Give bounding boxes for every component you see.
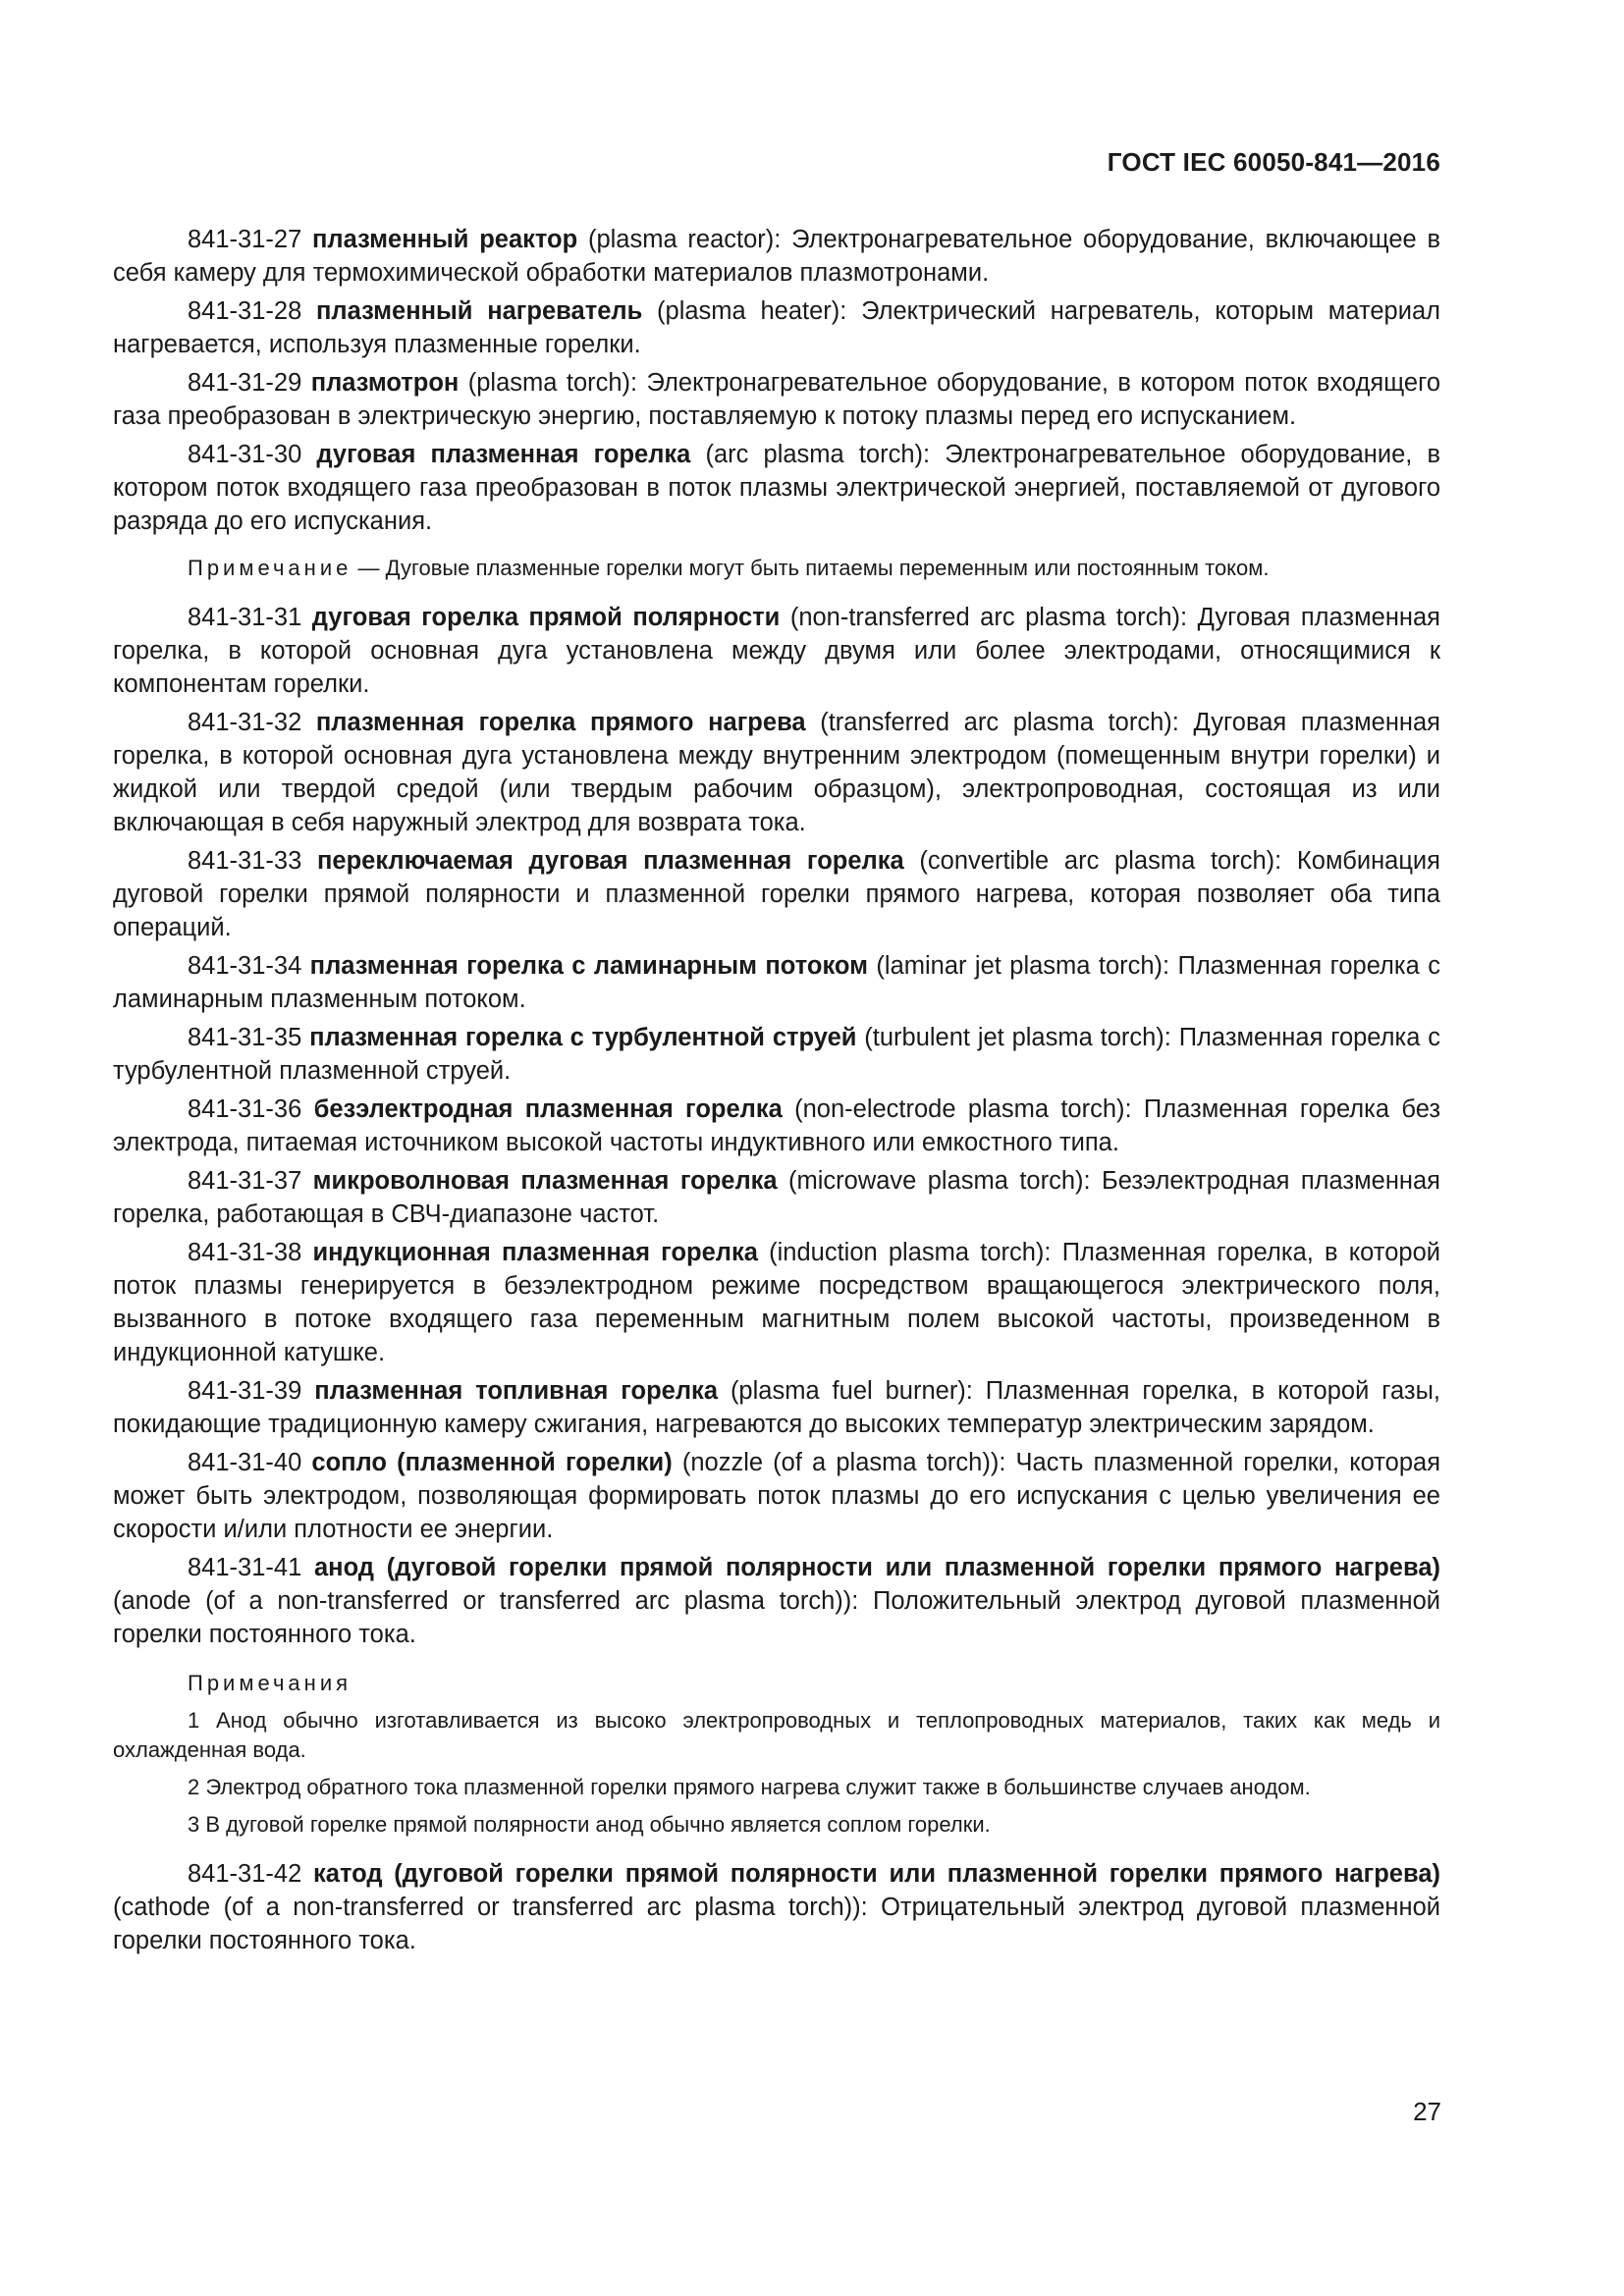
entry-definition: (laminar jet plasma torch): Плазменная горелка с ламинарным плазменным потоком. (113, 952, 1440, 1013)
entry-term: дуговая горелка прямой полярности (311, 604, 781, 631)
entry-term: индукционная плазменная горелка (312, 1239, 758, 1266)
entry-term: безэлектродная плазменная горелка (313, 1095, 783, 1123)
term-entry (113, 1093, 1440, 1159)
term-entry (113, 1551, 1440, 1651)
note (113, 554, 1440, 583)
term-entry (113, 1236, 1440, 1369)
term-entry (113, 366, 1440, 433)
entry-definition: (arc plasma torch): Электронагревательное оборудование, в котором поток входящего газа преобразован в поток плазмы электрической энергией, поставляемой от дугового разряда до его испускания. (113, 441, 1441, 535)
entry-definition: (plasma heater): Электрический нагреватель, которым материал нагревается, используя плазменные горелки. (113, 297, 1441, 358)
term-entry (113, 223, 1440, 290)
entry-term: плазмотрон (310, 369, 460, 397)
entry-definition: (plasma torch): Электронагревательное оборудование, в котором поток входящего газа преобразован в электрическую энергию, поставляемую к потоку плазмы перед его испусканием. (113, 369, 1440, 430)
page-number: 27 (1413, 2097, 1441, 2126)
entry-definition: (transferred arc plasma torch): Дуговая плазменная горелка, в которой основная дуга установлена между внутренним электродом (помещенным внутри горелки) и жидкой или твердой средой (или твердым рабочим образцом), электропроводная, состоящая из или включающая в себя наружный электрод для возврата тока. (113, 709, 1440, 836)
term-entry (113, 1857, 1440, 1957)
note-item: 1 Анод обычно изготавливается из высоко электропроводных и теплопроводных материалов, таких как медь и охлажденная вода. (113, 1708, 1440, 1762)
entry-definition: (induction plasma torch): Плазменная горелка, в которой поток плазмы генерируется в безэлектродном режиме посредством вращающегося электрического поля, вызванного в потоке входящего газа переменным магнитным полем высокой частоты, произведенном в индукционной катушке. (113, 1239, 1440, 1366)
entry-number: 841-31-38 (188, 1239, 302, 1266)
entry-term: катод (дуговой горелки прямой полярности или плазменной горелки прямого нагрева) (313, 1860, 1440, 1888)
entry-number: 841-31-42 (188, 1860, 302, 1888)
entry-term: анод (дуговой горелки прямой полярности или плазменной горелки прямого нагрева) (313, 1554, 1441, 1581)
term-entry (113, 294, 1440, 361)
term-entry (113, 438, 1440, 538)
entry-definition: (non-transferred arc plasma torch): Дуговая плазменная горелка, в которой основная дуга установлена между двумя или более электродами, относящимися к компонентам горелки. (113, 604, 1440, 698)
entry-term: плазменный реактор (312, 226, 578, 253)
document-header: ГОСТ IEC 60050-841—2016 (1107, 147, 1440, 177)
entry-definition: (convertible arc plasma torch): Комбинация дуговой горелки прямой полярности и плазменной горелки прямого нагрева, которая позволяет оба типа операций. (113, 847, 1440, 941)
entry-number: 841-31-32 (188, 709, 302, 736)
entry-number: 841-31-29 (188, 369, 302, 397)
note-text: — Дуговые плазменные горелки могут быть питаемы переменным или постоянным током. (352, 556, 1270, 580)
term-entry (113, 1021, 1440, 1088)
term-entry (113, 601, 1440, 701)
note-item: 2 Электрод обратного тока плазменной горелки прямого нагрева служит также в большинстве случаев анодом. (188, 1775, 1311, 1799)
entry-definition: (plasma reactor): Электронагревательное оборудование, включающее в себя камеру для термохимической обработки материалов плазмотронами. (113, 226, 1440, 287)
entry-number: 841-31-37 (188, 1167, 302, 1195)
notes-title: Примечания (188, 1671, 352, 1695)
entry-definition: (turbulent jet plasma torch): Плазменная горелка с турбулентной плазменной струей. (113, 1024, 1441, 1085)
entry-number: 841-31-40 (188, 1449, 302, 1476)
entry-number: 841-31-36 (188, 1095, 302, 1123)
entry-definition: (cathode (of a non-transferred or transferred arc plasma torch)): Отрицательный электрод дуговой плазменной горелки постоянного тока. (113, 1894, 1440, 1954)
entry-number: 841-31-34 (188, 952, 302, 980)
entry-definition: (nozzle (of a plasma torch)): Часть плазменной горелки, которая может быть электродом, позволяющая формировать поток плазмы до его испускания с целью увеличения ее скорости и/или плотности ее энергии. (113, 1449, 1440, 1543)
entry-term: плазменная горелка прямого нагрева (315, 709, 806, 736)
entry-definition: (plasma fuel burner): Плазменная горелка, в которой газы, покидающие традиционную камеру сжигания, нагреваются до высоких температур электрическим зарядом. (113, 1377, 1441, 1438)
note-item: 3 В дуговой горелке прямой полярности анод обычно является соплом горелки. (188, 1812, 991, 1837)
entry-definition: (non-electrode plasma torch): Плазменная горелка без электрода, питаемая источником высокой частоты индуктивного или емкостного типа. (113, 1095, 1441, 1156)
term-entry (113, 1164, 1440, 1231)
entry-term: плазменная горелка с турбулентной струей (309, 1024, 857, 1051)
entry-term: микроволновая плазменная горелка (312, 1167, 778, 1195)
entry-number: 841-31-33 (188, 847, 302, 875)
entry-definition: (microwave plasma torch): Безэлектродная плазменная горелка, работающая в СВЧ-диапазоне частот. (113, 1167, 1440, 1228)
entry-term: плазменная топливная горелка (314, 1377, 719, 1405)
note-label: Примечание (188, 556, 352, 580)
entry-term: переключаемая дуговая плазменная горелка (316, 847, 904, 875)
notes-block (113, 1669, 1440, 1840)
entry-definition: (anode (of a non-transferred or transferred arc plasma torch)): Положительный электрод дуговой плазменной горелки постоянного тока. (113, 1587, 1440, 1648)
entry-number: 841-31-27 (188, 226, 302, 253)
term-entry (113, 949, 1440, 1016)
term-entry (113, 1374, 1440, 1441)
page-content (113, 223, 1440, 1962)
term-entry (113, 844, 1440, 944)
term-entry (113, 1446, 1440, 1546)
entry-number: 841-31-31 (188, 604, 302, 631)
entry-term: сопло (плазменной горелки) (311, 1449, 673, 1476)
term-entry (113, 706, 1440, 839)
entry-term: дуговая плазменная горелка (316, 441, 691, 468)
entry-number: 841-31-35 (188, 1024, 302, 1051)
entry-number: 841-31-30 (188, 441, 302, 468)
entry-number: 841-31-41 (188, 1554, 302, 1581)
entry-term: плазменный нагреватель (316, 297, 643, 325)
entry-term: плазменная горелка с ламинарным потоком (309, 952, 869, 980)
entry-number: 841-31-28 (188, 297, 302, 325)
entry-number: 841-31-39 (188, 1377, 302, 1405)
